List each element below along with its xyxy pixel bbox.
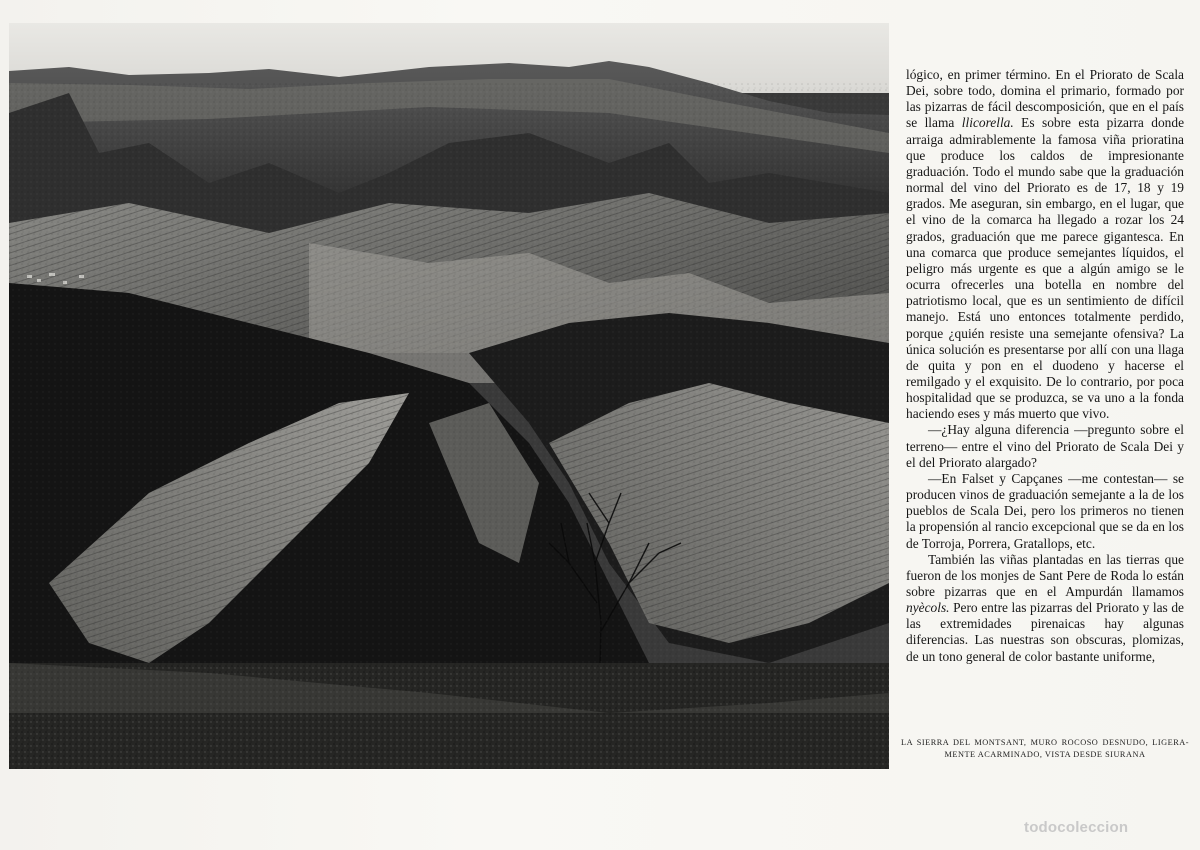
- paragraph-4-text-b: Pero entre las pizarras del Priorato y las de las extremidades pirenaicas hay algunas diferencias. Las nuestras son obscuras, plomizas, de un tono general de color bastante uniforme,: [906, 600, 1184, 664]
- watermark-logo: todocoleccion: [1024, 819, 1129, 836]
- paragraph-1-italic-term: llicorella.: [961, 115, 1014, 131]
- paragraph-3: —En Falset y Capçanes —me contestan— se producen vinos de graduación semejante a la de los pueblos de Scala Dei, pero los primeros no tienen la propensión al rancio excepcional que se da en los de Torroja, Porrera, Gratallops, etc.: [906, 470, 1184, 551]
- paragraph-4: [906, 552, 1184, 665]
- paragraph-1-text-b: Es sobre esta pizarra donde arraiga admirablemente la famosa viña prioratina que produce los caldos de impresionante graduación. Todo el mundo sabe que la graduación normal del vino del Priorato es de 17, 18 y 19 grados. Me aseguran, sin embargo, en el lugar, que el vino de la comarca ha llegado a rozar los 24 grados, graduación que me parece gigantesca. En una comarca que produce semejantes líquidos, el peligro más urgente es que a algún amigo se le ocurra ofrecerles una botella en nombre del patriotismo local, que es un sentimiento de difícil manejo. Está uno entonces totalmente perdido, porque ¿quién resiste una semejante ofensiva? La única solución es presentarse por allí con una llaga de quita y pon en el duodeno y hacerse el remilgado y el exquisito. De lo contrario, por poca hospitalidad que se produzca, se va uno a la fonda haciendo eses y más muerto que vivo.: [906, 115, 1185, 422]
- landscape-photograph: [9, 23, 889, 769]
- paragraph-2: —¿Hay alguna diferencia —pregunto sobre el terreno— entre el vino del Priorato de Scala Dei y el del Priorato alargado?: [906, 422, 1184, 470]
- paragraph-4-text-a: También las viñas plantadas en las tierras que fueron de los monjes de Sant Pere de Roda lo están sobre pizarras que en el Ampurdán llamamos: [906, 551, 1184, 599]
- paragraph-1: [906, 67, 1184, 422]
- article-text-column: [906, 67, 1184, 665]
- caption-line-2: MENTE ACARMINADO, VISTA DESDE SIURANA: [944, 750, 1146, 759]
- photo-caption: [901, 737, 1189, 761]
- paragraph-4-italic-term: nyècols.: [906, 600, 950, 616]
- mountain-landscape-image: [9, 23, 889, 769]
- caption-line-1: LA SIERRA DEL MONTSANT, MURO ROCOSO DESNUDO, LIGERA-: [901, 738, 1189, 747]
- paragraph-1-text-a: lógico, en primer término. En el Priorato de Scala Dei, sobre todo, domina el primario, formado por las pizarras de fácil descomposición, que en el país se llama: [906, 67, 1184, 131]
